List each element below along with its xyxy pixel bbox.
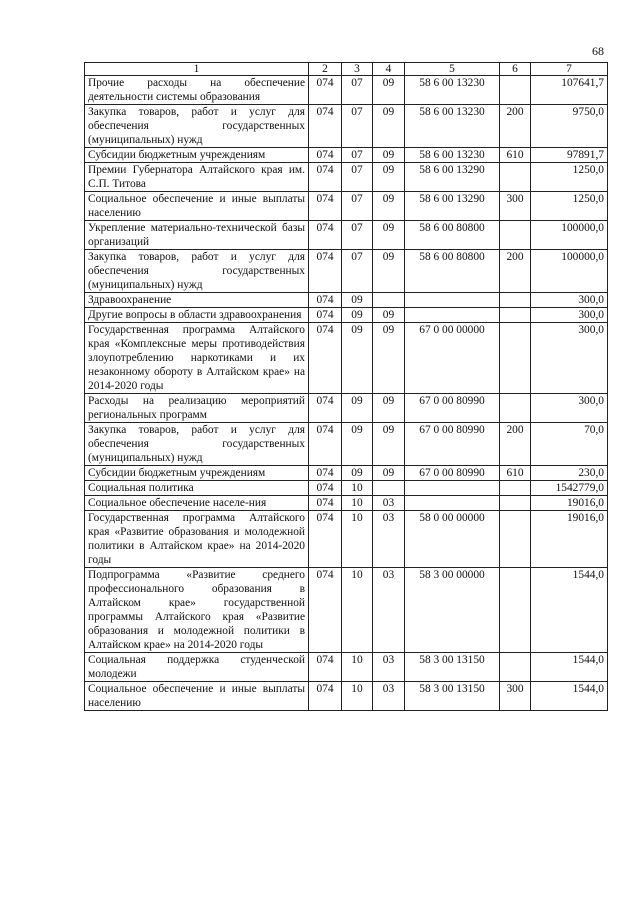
column-header: 5 xyxy=(405,63,500,76)
table-row xyxy=(85,323,608,394)
section-code-cell: 10 xyxy=(342,511,373,568)
column-header: 7 xyxy=(531,63,608,76)
ministry-code-cell: 074 xyxy=(309,221,342,250)
section-code-cell: 09 xyxy=(342,293,373,308)
ministry-code-cell: 074 xyxy=(309,76,342,105)
subsection-code-cell: 09 xyxy=(373,466,405,481)
row-name-cell: Субсидии бюджетным учреждениям xyxy=(85,466,309,481)
target-article-cell: 58 6 00 13290 xyxy=(405,163,500,192)
row-name-cell: Другие вопросы в области здравоохранения xyxy=(85,308,309,323)
subsection-code-cell: 03 xyxy=(373,682,405,711)
subsection-code-cell: 09 xyxy=(373,323,405,394)
row-name-cell: Субсидии бюджетным учреждениям xyxy=(85,148,309,163)
row-name-cell: Премии Губернатора Алтайского края им. С.П. Титова xyxy=(85,163,309,192)
section-code-cell: 07 xyxy=(342,76,373,105)
table-row xyxy=(85,308,608,323)
amount-cell: 100000,0 xyxy=(531,221,608,250)
amount-cell: 300,0 xyxy=(531,293,608,308)
expense-type-cell xyxy=(500,653,531,682)
row-name-cell: Социальное обеспечение и иные выплаты населению xyxy=(85,682,309,711)
ministry-code-cell: 074 xyxy=(309,423,342,466)
ministry-code-cell: 074 xyxy=(309,250,342,293)
subsection-code-cell: 03 xyxy=(373,568,405,653)
table-row xyxy=(85,496,608,511)
table-row xyxy=(85,394,608,423)
amount-cell: 1544,0 xyxy=(531,653,608,682)
row-name-cell: Прочие расходы на обеспечение деятельности системы образования xyxy=(85,76,309,105)
section-code-cell: 09 xyxy=(342,323,373,394)
ministry-code-cell: 074 xyxy=(309,496,342,511)
ministry-code-cell: 074 xyxy=(309,481,342,496)
target-article-cell: 58 6 00 80800 xyxy=(405,250,500,293)
expense-type-cell: 200 xyxy=(500,250,531,293)
target-article-cell: 67 0 00 80990 xyxy=(405,423,500,466)
row-name-cell: Здравоохранение xyxy=(85,293,309,308)
expense-type-cell: 200 xyxy=(500,105,531,148)
ministry-code-cell: 074 xyxy=(309,466,342,481)
amount-cell: 97891,7 xyxy=(531,148,608,163)
amount-cell: 19016,0 xyxy=(531,496,608,511)
row-name-cell: Закупка товаров, работ и услуг для обеспечения государственных (муниципальных) нужд xyxy=(85,250,309,293)
column-header: 3 xyxy=(342,63,373,76)
target-article-cell xyxy=(405,481,500,496)
expense-type-cell xyxy=(500,481,531,496)
target-article-cell: 67 0 00 80990 xyxy=(405,466,500,481)
column-header: 4 xyxy=(373,63,405,76)
amount-cell: 300,0 xyxy=(531,308,608,323)
amount-cell: 1542779,0 xyxy=(531,481,608,496)
subsection-code-cell: 09 xyxy=(373,221,405,250)
row-name-cell: Социальная поддержка студенческой молодежи xyxy=(85,653,309,682)
amount-cell: 1544,0 xyxy=(531,568,608,653)
table-row xyxy=(85,250,608,293)
amount-cell: 1250,0 xyxy=(531,192,608,221)
table-row xyxy=(85,423,608,466)
subsection-code-cell: 09 xyxy=(373,308,405,323)
expense-type-cell: 610 xyxy=(500,466,531,481)
target-article-cell: 58 6 00 13230 xyxy=(405,76,500,105)
subsection-code-cell: 03 xyxy=(373,496,405,511)
expense-type-cell xyxy=(500,293,531,308)
section-code-cell: 09 xyxy=(342,423,373,466)
amount-cell: 1544,0 xyxy=(531,682,608,711)
section-code-cell: 09 xyxy=(342,394,373,423)
section-code-cell: 10 xyxy=(342,682,373,711)
page-number: 68 xyxy=(592,44,604,58)
expense-type-cell xyxy=(500,76,531,105)
row-name-cell: Закупка товаров, работ и услуг для обеспечения государственных (муниципальных) нужд xyxy=(85,423,309,466)
subsection-code-cell: 09 xyxy=(373,148,405,163)
expense-type-cell xyxy=(500,394,531,423)
section-code-cell: 07 xyxy=(342,221,373,250)
section-code-cell: 07 xyxy=(342,192,373,221)
section-code-cell: 10 xyxy=(342,653,373,682)
ministry-code-cell: 074 xyxy=(309,293,342,308)
ministry-code-cell: 074 xyxy=(309,308,342,323)
target-article-cell: 58 6 00 13230 xyxy=(405,148,500,163)
table-row xyxy=(85,682,608,711)
section-code-cell: 10 xyxy=(342,496,373,511)
table-row xyxy=(85,221,608,250)
amount-cell: 300,0 xyxy=(531,323,608,394)
subsection-code-cell: 03 xyxy=(373,511,405,568)
expense-type-cell: 300 xyxy=(500,682,531,711)
ministry-code-cell: 074 xyxy=(309,394,342,423)
section-code-cell: 10 xyxy=(342,481,373,496)
target-article-cell xyxy=(405,496,500,511)
subsection-code-cell xyxy=(373,293,405,308)
target-article-cell: 58 6 00 80800 xyxy=(405,221,500,250)
section-code-cell: 09 xyxy=(342,308,373,323)
target-article-cell: 58 0 00 00000 xyxy=(405,511,500,568)
row-name-cell: Закупка товаров, работ и услуг для обеспечения государственных (муниципальных) нужд xyxy=(85,105,309,148)
table-row xyxy=(85,163,608,192)
target-article-cell: 58 3 00 13150 xyxy=(405,653,500,682)
row-name-cell: Государственная программа Алтайского края «Развитие образования и молодежной политики в Алтайском крае» на 2014-2020 годы xyxy=(85,511,309,568)
row-name-cell: Социальное обеспечение и иные выплаты населению xyxy=(85,192,309,221)
section-code-cell: 09 xyxy=(342,466,373,481)
ministry-code-cell: 074 xyxy=(309,682,342,711)
ministry-code-cell: 074 xyxy=(309,192,342,221)
section-code-cell: 07 xyxy=(342,163,373,192)
budget-table xyxy=(84,62,608,711)
target-article-cell: 58 6 00 13290 xyxy=(405,192,500,221)
section-code-cell: 10 xyxy=(342,568,373,653)
column-header: 6 xyxy=(500,63,531,76)
amount-cell: 107641,7 xyxy=(531,76,608,105)
amount-cell: 19016,0 xyxy=(531,511,608,568)
expense-type-cell: 200 xyxy=(500,423,531,466)
expense-type-cell xyxy=(500,496,531,511)
amount-cell: 70,0 xyxy=(531,423,608,466)
ministry-code-cell: 074 xyxy=(309,105,342,148)
subsection-code-cell: 09 xyxy=(373,250,405,293)
expense-type-cell: 610 xyxy=(500,148,531,163)
target-article-cell: 58 3 00 00000 xyxy=(405,568,500,653)
amount-cell: 100000,0 xyxy=(531,250,608,293)
ministry-code-cell: 074 xyxy=(309,163,342,192)
row-name-cell: Расходы на реализацию мероприятий региональных программ xyxy=(85,394,309,423)
target-article-cell: 67 0 00 80990 xyxy=(405,394,500,423)
target-article-cell xyxy=(405,293,500,308)
ministry-code-cell: 074 xyxy=(309,568,342,653)
subsection-code-cell: 03 xyxy=(373,653,405,682)
subsection-code-cell: 09 xyxy=(373,394,405,423)
row-name-cell: Подпрограмма «Развитие среднего профессионального образования в Алтайском крае» государственной программы Алтайского края «Развитие образования и молодежной политики в Алтайском крае» на 2014-2020 годы xyxy=(85,568,309,653)
table-row xyxy=(85,466,608,481)
table-row xyxy=(85,653,608,682)
table-row xyxy=(85,76,608,105)
target-article-cell xyxy=(405,308,500,323)
ministry-code-cell: 074 xyxy=(309,653,342,682)
amount-cell: 9750,0 xyxy=(531,105,608,148)
row-name-cell: Социальное обеспечение населе-ния xyxy=(85,496,309,511)
table-row xyxy=(85,511,608,568)
table-row xyxy=(85,568,608,653)
expense-type-cell xyxy=(500,323,531,394)
expense-type-cell xyxy=(500,163,531,192)
table-row xyxy=(85,481,608,496)
section-code-cell: 07 xyxy=(342,250,373,293)
amount-cell: 300,0 xyxy=(531,394,608,423)
expense-type-cell xyxy=(500,568,531,653)
table-row xyxy=(85,105,608,148)
ministry-code-cell: 074 xyxy=(309,511,342,568)
target-article-cell: 67 0 00 00000 xyxy=(405,323,500,394)
row-name-cell: Социальная политика xyxy=(85,481,309,496)
expense-type-cell: 300 xyxy=(500,192,531,221)
subsection-code-cell: 09 xyxy=(373,423,405,466)
expense-type-cell xyxy=(500,308,531,323)
expense-type-cell xyxy=(500,221,531,250)
row-name-cell: Укрепление материально-технической базы организаций xyxy=(85,221,309,250)
row-name-cell: Государственная программа Алтайского края «Комплексные меры противодействия злоупотреблению наркотиками и их незаконному обороту в Алтайском крае» на 2014-2020 годы xyxy=(85,323,309,394)
section-code-cell: 07 xyxy=(342,105,373,148)
ministry-code-cell: 074 xyxy=(309,148,342,163)
target-article-cell: 58 6 00 13230 xyxy=(405,105,500,148)
target-article-cell: 58 3 00 13150 xyxy=(405,682,500,711)
subsection-code-cell xyxy=(373,481,405,496)
amount-cell: 230,0 xyxy=(531,466,608,481)
subsection-code-cell: 09 xyxy=(373,192,405,221)
amount-cell: 1250,0 xyxy=(531,163,608,192)
column-header: 2 xyxy=(309,63,342,76)
table-row xyxy=(85,148,608,163)
expense-type-cell xyxy=(500,511,531,568)
ministry-code-cell: 074 xyxy=(309,323,342,394)
section-code-cell: 07 xyxy=(342,148,373,163)
subsection-code-cell: 09 xyxy=(373,105,405,148)
column-header: 1 xyxy=(85,63,309,76)
subsection-code-cell: 09 xyxy=(373,163,405,192)
table-row xyxy=(85,293,608,308)
subsection-code-cell: 09 xyxy=(373,76,405,105)
table-header-row xyxy=(85,63,608,76)
table-row xyxy=(85,192,608,221)
